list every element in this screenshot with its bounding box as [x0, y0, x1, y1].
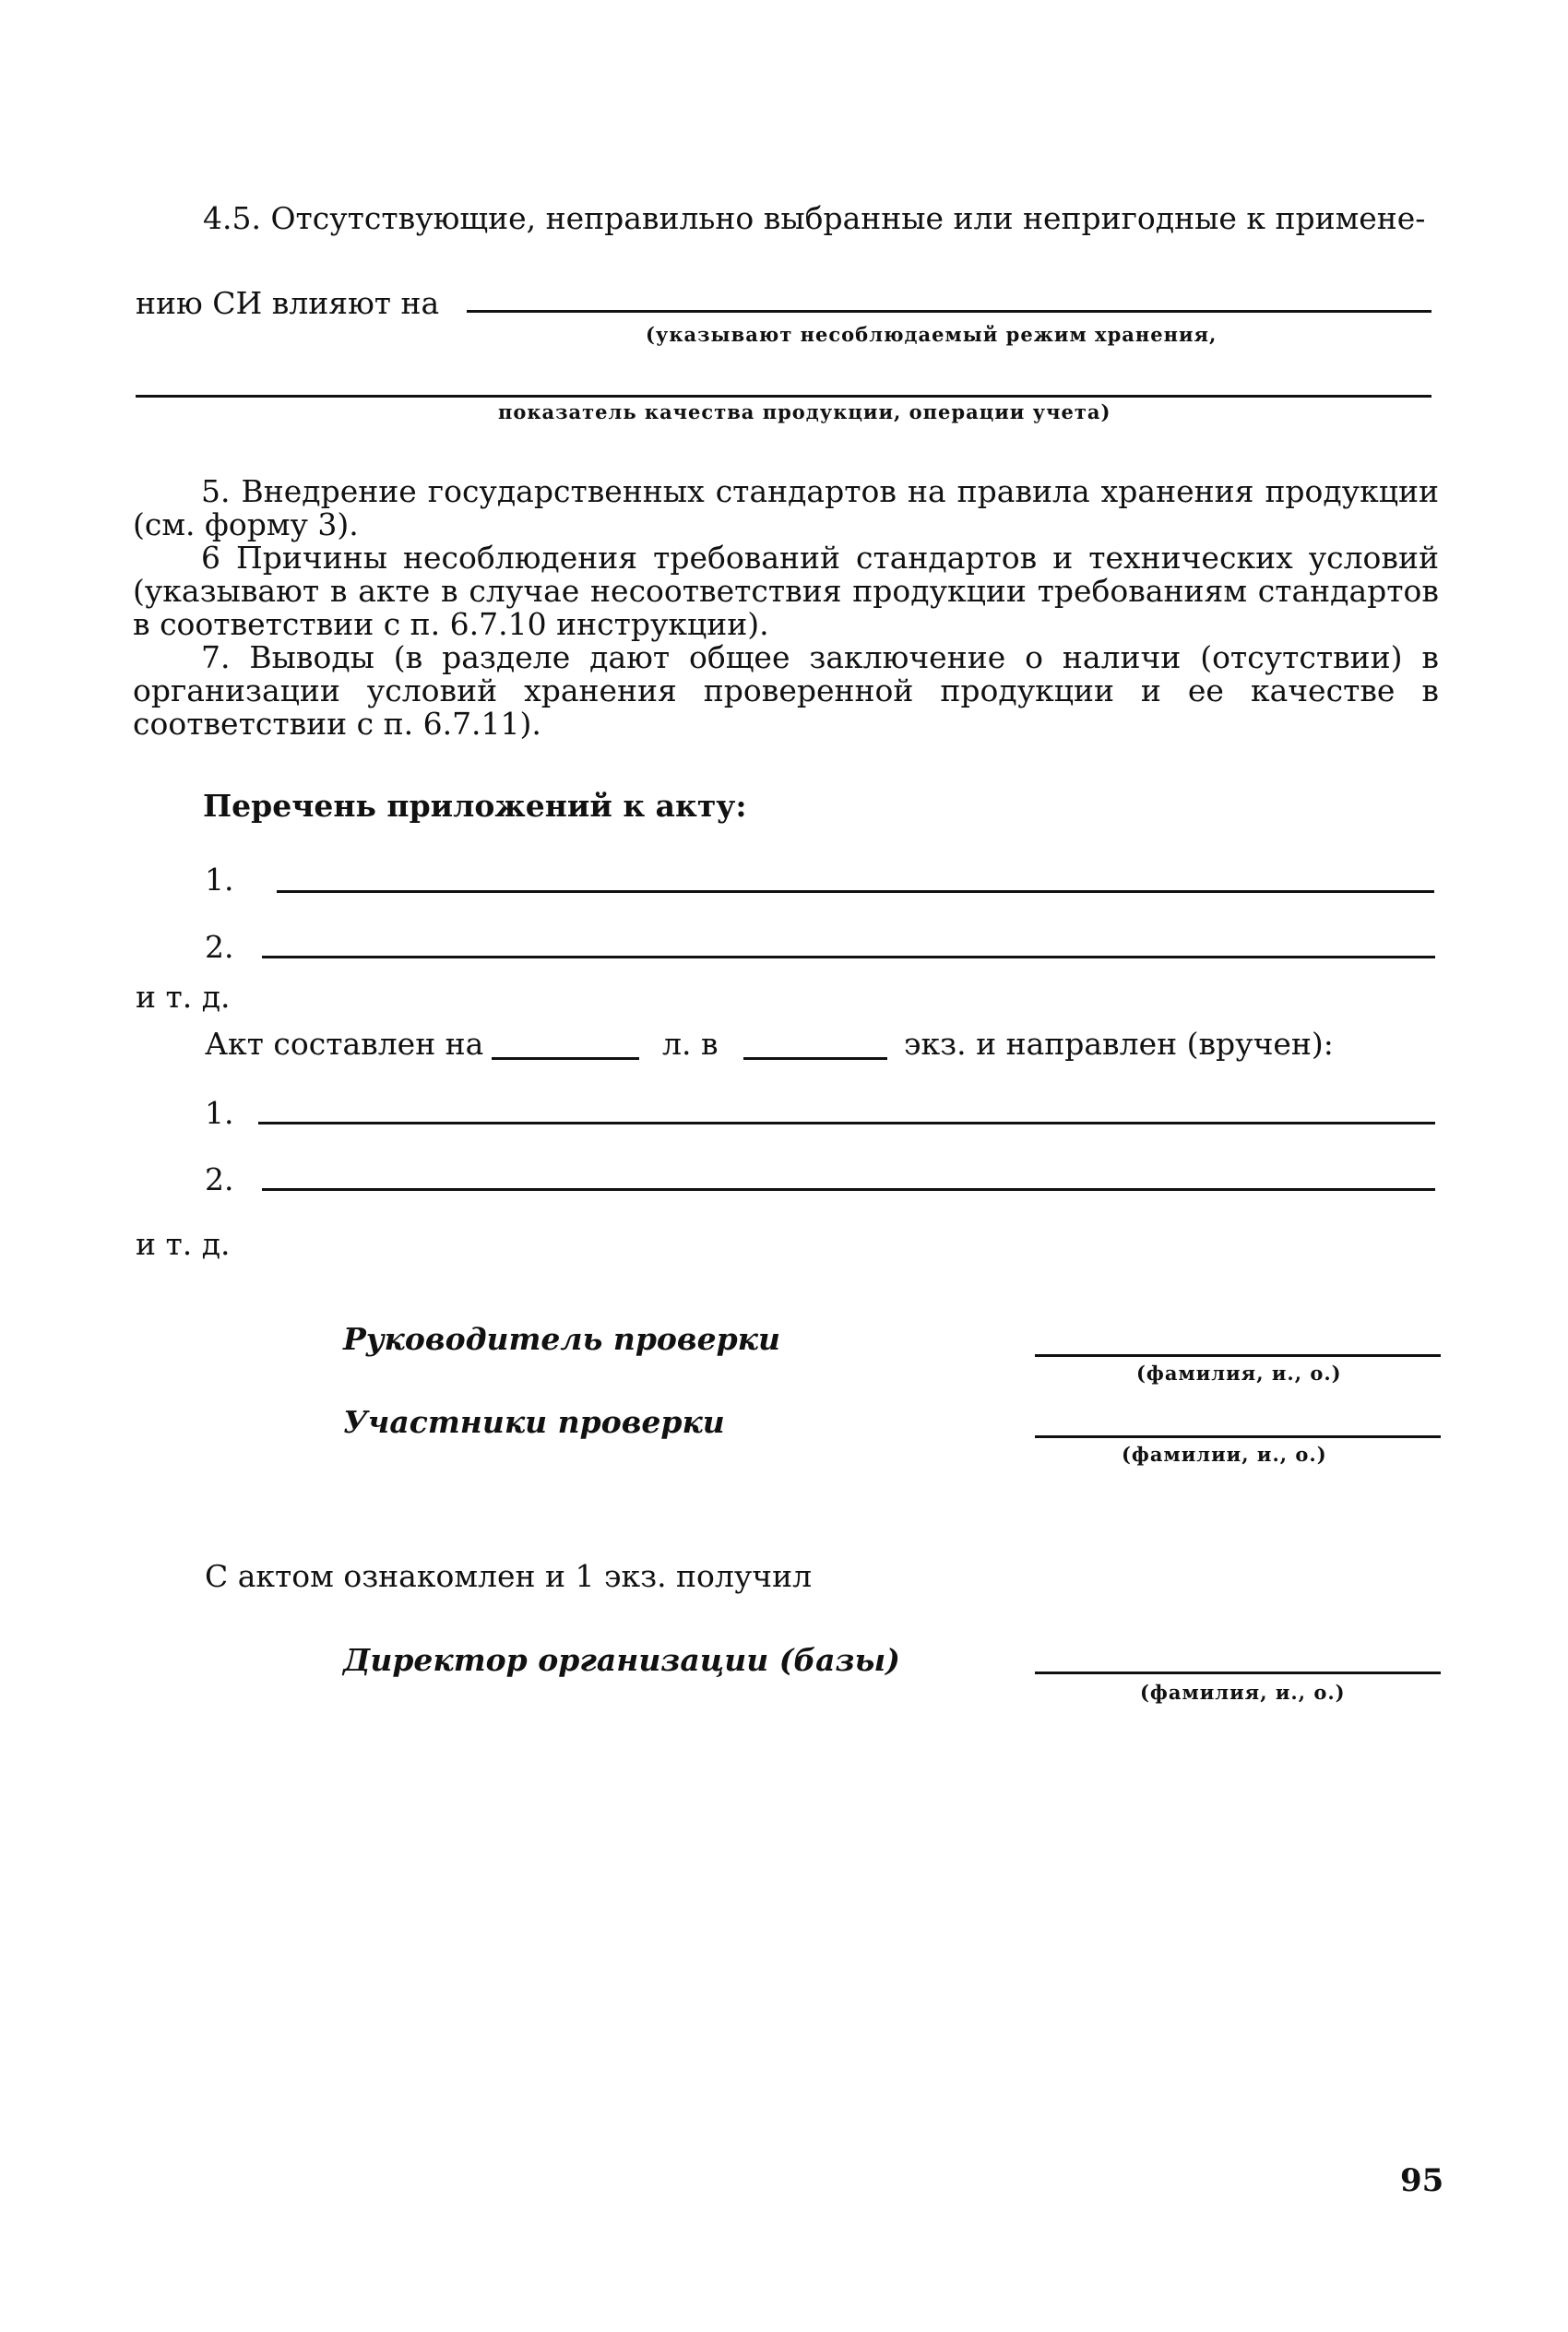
appendix-line-1 — [277, 890, 1434, 893]
paragraph-5: 5. Внедрение государственных стандартов на правила хранения продукции (см. форму 3). — [133, 473, 1439, 542]
act-text-part1: Акт составлен на — [205, 1026, 484, 1062]
section-4-5-line1: 4.5. Отсутствующие, неправильно выбранные или непригодные к примене- — [203, 200, 1426, 236]
participants-caption: (фамилии, и., о.) — [1122, 1443, 1327, 1466]
head-of-inspection-label: Руководитель проверки — [343, 1321, 780, 1357]
section-4-5-line2: нию СИ влияют на — [136, 285, 440, 321]
influence-caption-1: (указывают несоблюдаемый режим хранения, — [646, 323, 1218, 346]
act-line-1 — [258, 1122, 1435, 1124]
act-text-part2: л. в — [662, 1026, 719, 1062]
act-sheets-blank — [492, 1057, 639, 1060]
director-label: Директор организации (базы) — [343, 1642, 900, 1678]
head-signature-line — [1035, 1354, 1441, 1357]
head-caption: (фамилия, и., о.) — [1136, 1362, 1342, 1385]
act-item-1: 1. — [205, 1095, 234, 1131]
act-item-2: 2. — [205, 1161, 234, 1197]
appendix-item-2: 2. — [205, 929, 234, 965]
paragraph-7: 7. Выводы (в разделе дают общее заключение о наличи (отсутствии) в организации условий хранения проверенной продукции и ее качестве в соответствии с п. 6.7.11). — [133, 639, 1439, 742]
director-caption: (фамилия, и., о.) — [1140, 1681, 1346, 1704]
paragraph-6: 6 Причины несоблюдения требований стандартов и технических условий (указывают в акте в случае несоответствия продукции требованиям стандартов в соответствии с п. 6.7.10 инструкции). — [133, 540, 1439, 642]
numbered-paragraphs — [133, 475, 1439, 741]
appendix-line-2 — [262, 956, 1435, 958]
act-copies-blank — [743, 1057, 887, 1060]
act-text-part3: экз. и направлен (вручен): — [904, 1026, 1334, 1062]
act-line-2 — [262, 1188, 1435, 1191]
appendix-item-1: 1. — [205, 862, 234, 898]
appendix-heading: Перечень приложений к акту: — [203, 788, 747, 824]
page-number: 95 — [1400, 2162, 1444, 2199]
acknowledgment-text: С актом ознакомлен и 1 экз. получил — [205, 1558, 813, 1594]
participants-signature-line — [1035, 1435, 1441, 1438]
influence-blank-line — [467, 310, 1431, 313]
influence-caption-2: показатель качества продукции, операции учета) — [498, 400, 1111, 423]
participants-label: Участники проверки — [343, 1404, 725, 1440]
director-signature-line — [1035, 1672, 1441, 1674]
act-etc: и т. д. — [136, 1226, 231, 1262]
appendix-etc: и т. д. — [136, 979, 231, 1015]
influence-blank-line-2 — [136, 395, 1431, 398]
